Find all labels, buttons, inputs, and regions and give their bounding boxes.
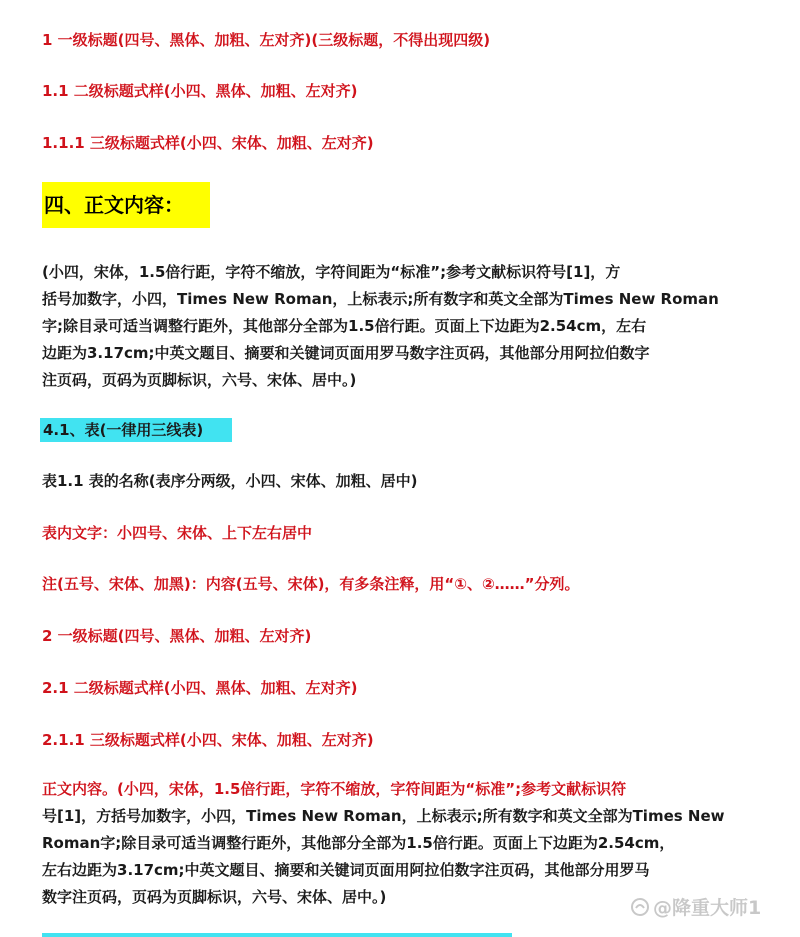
heading-level1-example-2: 2 一级标题(四号、黑体、加粗、左对齐) bbox=[42, 627, 312, 645]
paragraph-line: 边距为3.17cm;中英文题目、摘要和关键词页面用罗马数字注页码，其他部分用阿拉伯数字 bbox=[42, 344, 650, 362]
table-caption: 表1.1 表的名称(表序分两级，小四、宋体、加粗、居中) bbox=[42, 472, 418, 490]
watermark-logo-icon bbox=[630, 897, 650, 917]
table-note-spec: 注(五号、宋体、加黑)：内容(五号、宋体)，有多条注释，用“①、②……”分列。 bbox=[42, 575, 580, 593]
heading-level2-example: 1.1 二级标题式样(小四、黑体、加粗、左对齐) bbox=[42, 82, 358, 100]
paragraph-line: 号[1]，方括号加数字，小四，Times New Roman，上标表示;所有数字和英文全部为Times New bbox=[42, 807, 725, 825]
paragraph-line: 括号加数字，小四，Times New Roman，上标表示;所有数字和英文全部为Times New Roman bbox=[42, 290, 719, 308]
next-subsection-highlight bbox=[42, 933, 512, 937]
body-paragraph-1 bbox=[42, 259, 758, 394]
heading-level3-example-2: 2.1.1 三级标题式样(小四、宋体、加粗、左对齐) bbox=[42, 731, 374, 749]
paragraph-line: 数字注页码，页码为页脚标识，六号、宋体、居中。) bbox=[42, 888, 387, 906]
heading-level2-example-2: 2.1 二级标题式样(小四、黑体、加粗、左对齐) bbox=[42, 679, 358, 697]
paragraph-line: 注页码，页码为页脚标识，六号、宋体、居中。) bbox=[42, 371, 357, 389]
subsection-title: 4.1、表(一律用三线表) bbox=[40, 418, 232, 442]
heading-level1-example: 1 一级标题(四号、黑体、加粗、左对齐)(三级标题，不得出现四级) bbox=[42, 31, 491, 49]
paragraph-line: 正文内容。(小四，宋体，1.5倍行距，字符不缩放，字符间距为“标准”;参考文献标识符 bbox=[42, 780, 627, 798]
paragraph-line: Roman字;除目录可适当调整行距外，其他部分全部为1.5倍行距。页面上下边距为2.54cm， bbox=[42, 834, 675, 852]
paragraph-line: (小四，宋体，1.5倍行距，字符不缩放，字符间距为“标准”;参考文献标识符号[1]，方 bbox=[42, 263, 621, 281]
heading-level3-example: 1.1.1 三级标题式样(小四、宋体、加粗、左对齐) bbox=[42, 134, 374, 152]
paragraph-line: 字;除目录可适当调整行距外，其他部分全部为1.5倍行距。页面上下边距为2.54cm，左右 bbox=[42, 317, 647, 335]
watermark-text: @降重大师1 bbox=[653, 897, 762, 919]
body-paragraph-2 bbox=[42, 776, 758, 911]
table-text-spec: 表内文字：小四号、宋体、上下左右居中 bbox=[42, 524, 313, 542]
watermark bbox=[630, 896, 761, 920]
section-title: 四、正文内容： bbox=[42, 182, 210, 228]
paragraph-line: 左右边距为3.17cm;中英文题目、摘要和关键词页面用阿拉伯数字注页码，其他部分用罗马 bbox=[42, 861, 650, 879]
